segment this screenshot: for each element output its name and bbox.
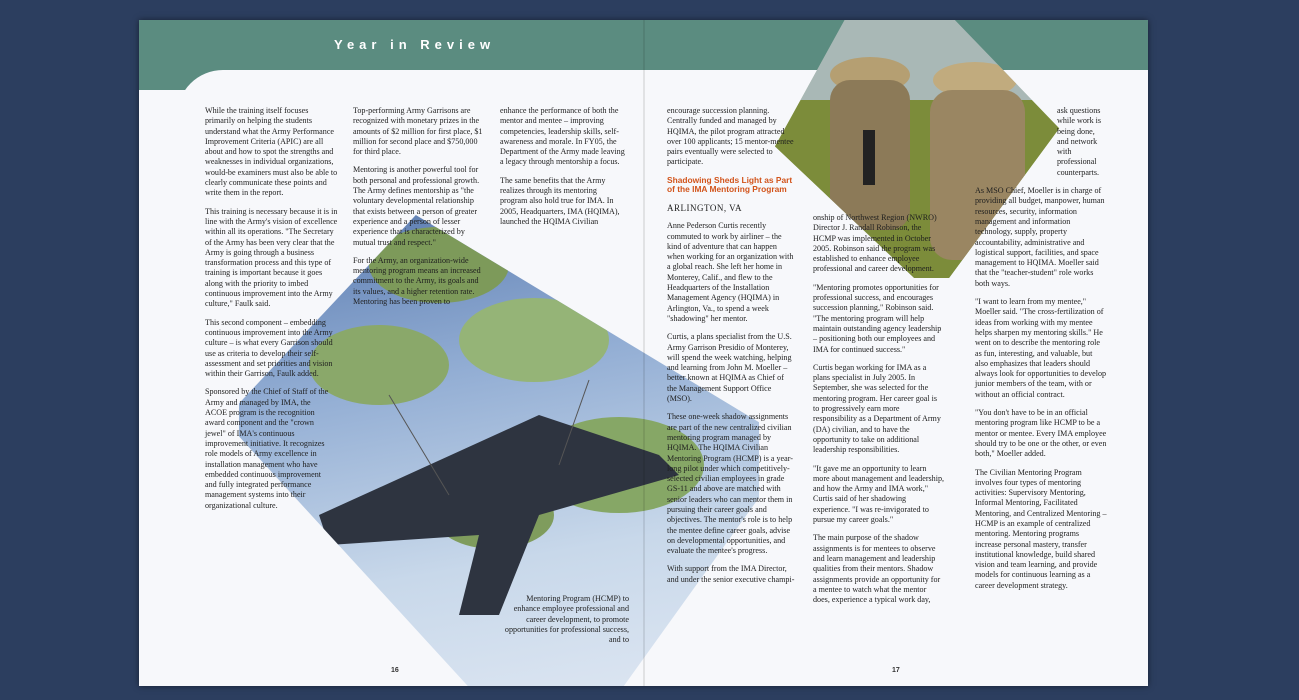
paragraph: For the Army, an organization-wide mentoring program means an increased commitment to the Army, its goals and its values, and a higher retention rate. Mentoring has been proven to	[353, 255, 481, 307]
paragraph: Curtis, a plans specialist from the U.S. Army Garrison Presidio of Monterey, will spend the week watching, helping and learning from John M. Moeller – better known at HQIMA as Chief of the Management Support Office (MSO).	[667, 332, 792, 404]
article-heading: Shadowing Sheds Light as Part of the IMA Mentoring Program	[667, 174, 793, 195]
paragraph: Sponsored by the Chief of Staff of the Army and managed by IMA, the ACOE program is the recognition award component and the "crown jewel" of IMA's continuous improvement initiative. It recognizes role models of Army excellence in installation management who have embedded continuous improvement and fully integrated performance management systems into their organizational culture.	[205, 387, 329, 510]
paragraph: Anne Pederson Curtis recently commuted to work by airliner – the kind of adventure that can happen when working for an organization with a global reach. She left her home in Monterey, Calif., and flew to the Headquarters of the Installation Management Agency (HQIMA) in Arlington, Va., to spend a week "shadowing" her mentor.	[667, 221, 794, 323]
paragraph: Top-performing Army Garrisons are recognized with monetary prizes in the amounts of $2 million for first place, $1 million for second place and $750,000 for third place.	[353, 106, 483, 157]
page-number-right: 17	[892, 667, 900, 674]
paragraph: This training is necessary because it is in line with the Army's vision of excellence within all its operations. "The Secretary of the Army has been very clear that the Army is going through a business transformation process and this type of training is important because it goes along with the priority to imbed continuous improvement into the Army culture," Faulk said.	[205, 206, 338, 309]
left-column-1	[205, 106, 340, 519]
right-column-1	[667, 106, 795, 593]
paragraph: "I want to learn from my mentee," Moeller said. "The cross-fertilization of ideas from working with my mentee helps sharpen my mentoring skills." He went on to describe the mentoring role as fun, interesting, and valuable, but also emphasizes that leaders should always look for opportunities to develop junior members of the team, with or without an official contract.	[975, 297, 1107, 399]
dateline: ARLINGTON, VA	[667, 202, 743, 213]
page-gutter	[643, 20, 645, 686]
paragraph: onship of Northwest Region (NWRO) Director J. Randall Robinson, the HCMP was implemented in October 2005. Robinson said the program was established to enhance employee professional and career development.	[813, 213, 937, 274]
magazine-spread	[139, 20, 1148, 686]
paragraph: "It gave me an opportunity to learn more about management and leadership, and how the Army and IMA work," Curtis said of her shadowing experience. "I was re-invigorated to pursue my career goals."	[813, 463, 945, 525]
paragraph: The main purpose of the shadow assignments is for mentees to observe and learn management and leadership qualities from their mentors. Shadow assignments provide an opportunity for a mentee to watch what the mentor does, experience a typical work day,	[813, 533, 941, 605]
section-header: Year in Review	[334, 37, 496, 52]
paragraph: While the training itself focuses primarily on helping the students understand what the Army Performance Improvement Criteria (APIC) are all about and how to spot the strengths and weaknesses in individual organizations, would-be examiners must also be able to clearly communicate these points and write them in the report.	[205, 106, 338, 198]
right-column-3	[975, 106, 1107, 599]
paragraph: Curtis began working for IMA as a plans specialist in July 2005. In September, she was selected for the mentoring program. Her career goal is to progressively earn more responsibility as a Department of Army (DA) civilian, and to have the opportunity to take on additional leadership responsibilities.	[813, 362, 941, 455]
paragraph: encourage succession planning. Centrally funded and managed by HQIMA, the pilot program attracted over 100 applicants; 15 mentor-mentee pairs eventually were selected to participate.	[667, 106, 794, 167]
paragraph: These one-week shadow assignments are part of the new centralized civilian mentoring program managed by HQIMA. The HQIMA Civilian Mentoring Program (HCMP) is a year-long pilot under which competitively-selected civilian employees in grade GS-11 and above are matched with senior leaders who can mentor them in pursuing their career goals and objectives. The mentor's role is to help the mentee define career goals, advise on developmental opportunities, and evaluate the mentee's progress.	[667, 412, 793, 556]
paragraph: The same benefits that the Army realizes through its mentoring program also hold true for IMA. In 2005, Headquarters, IMA (HQIMA), launched the HQIMA Civilian	[500, 175, 620, 226]
left-bottom-text	[499, 594, 629, 653]
paragraph: enhance the performance of both the mentor and mentee – improving competencies, leadership skills, self-awareness and morale. In FY05, the Department of the Army made leaving a legacy through mentorship a focus.	[500, 106, 625, 167]
paragraph: With support from the IMA Director, and under the senior executive champi-	[667, 564, 795, 584]
page-number-left: 16	[391, 667, 399, 674]
paragraph: "You don't have to be in an official mentoring program like HCMP to be a mentor or mentee. Every IMA employee should try to be one or the other, or even both," Moeller added.	[975, 408, 1107, 459]
paragraph: Mentoring is another powerful tool for both personal and professional growth. The Army defines mentorship as "the voluntary developmental relationship that exists between a person of greater experience and a person of lesser experience that is characterized by mutual trust and respect."	[353, 165, 480, 247]
paragraph: As MSO Chief, Moeller is in charge of providing all budget, manpower, human resources, security, information management and information technology, supply, property accountability, administrative and logistical support, facilities, and space management to HQIMA. Moeller said that the "teacher-student" role works both ways.	[975, 186, 1105, 288]
right-column-2	[813, 213, 945, 613]
left-column-2	[353, 106, 487, 315]
left-column-3	[500, 106, 630, 235]
paragraph: "Mentoring promotes opportunities for professional success, and encourages succession planning," Robinson said. "The mentoring program will help maintain outstanding agency leadership – positioning both our employees and IMA for continued success."	[813, 282, 942, 354]
paragraph: Mentoring Program (HCMP) to enhance employee professional and career development, to promote opportunities for professional success, and to	[504, 594, 629, 645]
paragraph: ask questions while work is being done, and network with professional counterparts.	[1057, 106, 1102, 177]
paragraph: This second component – embedding continuous improvement into the Army culture – is what every Garrison should use as criteria to develop their self-assessment and set priorities and vision within their Garrison, Faulk added.	[205, 317, 333, 379]
paragraph: The Civilian Mentoring Program involves four types of mentoring activities: Supervisory Mentoring, Informal Mentoring, Facilitated Mentoring, and Centralized Mentoring – HCMP is an example of centralized mentoring. Mentoring programs increase personal mastery, transfer institutional knowledge, build shared vision and team learning, and provide models for continuous learning as a career development strategy.	[975, 467, 1107, 590]
